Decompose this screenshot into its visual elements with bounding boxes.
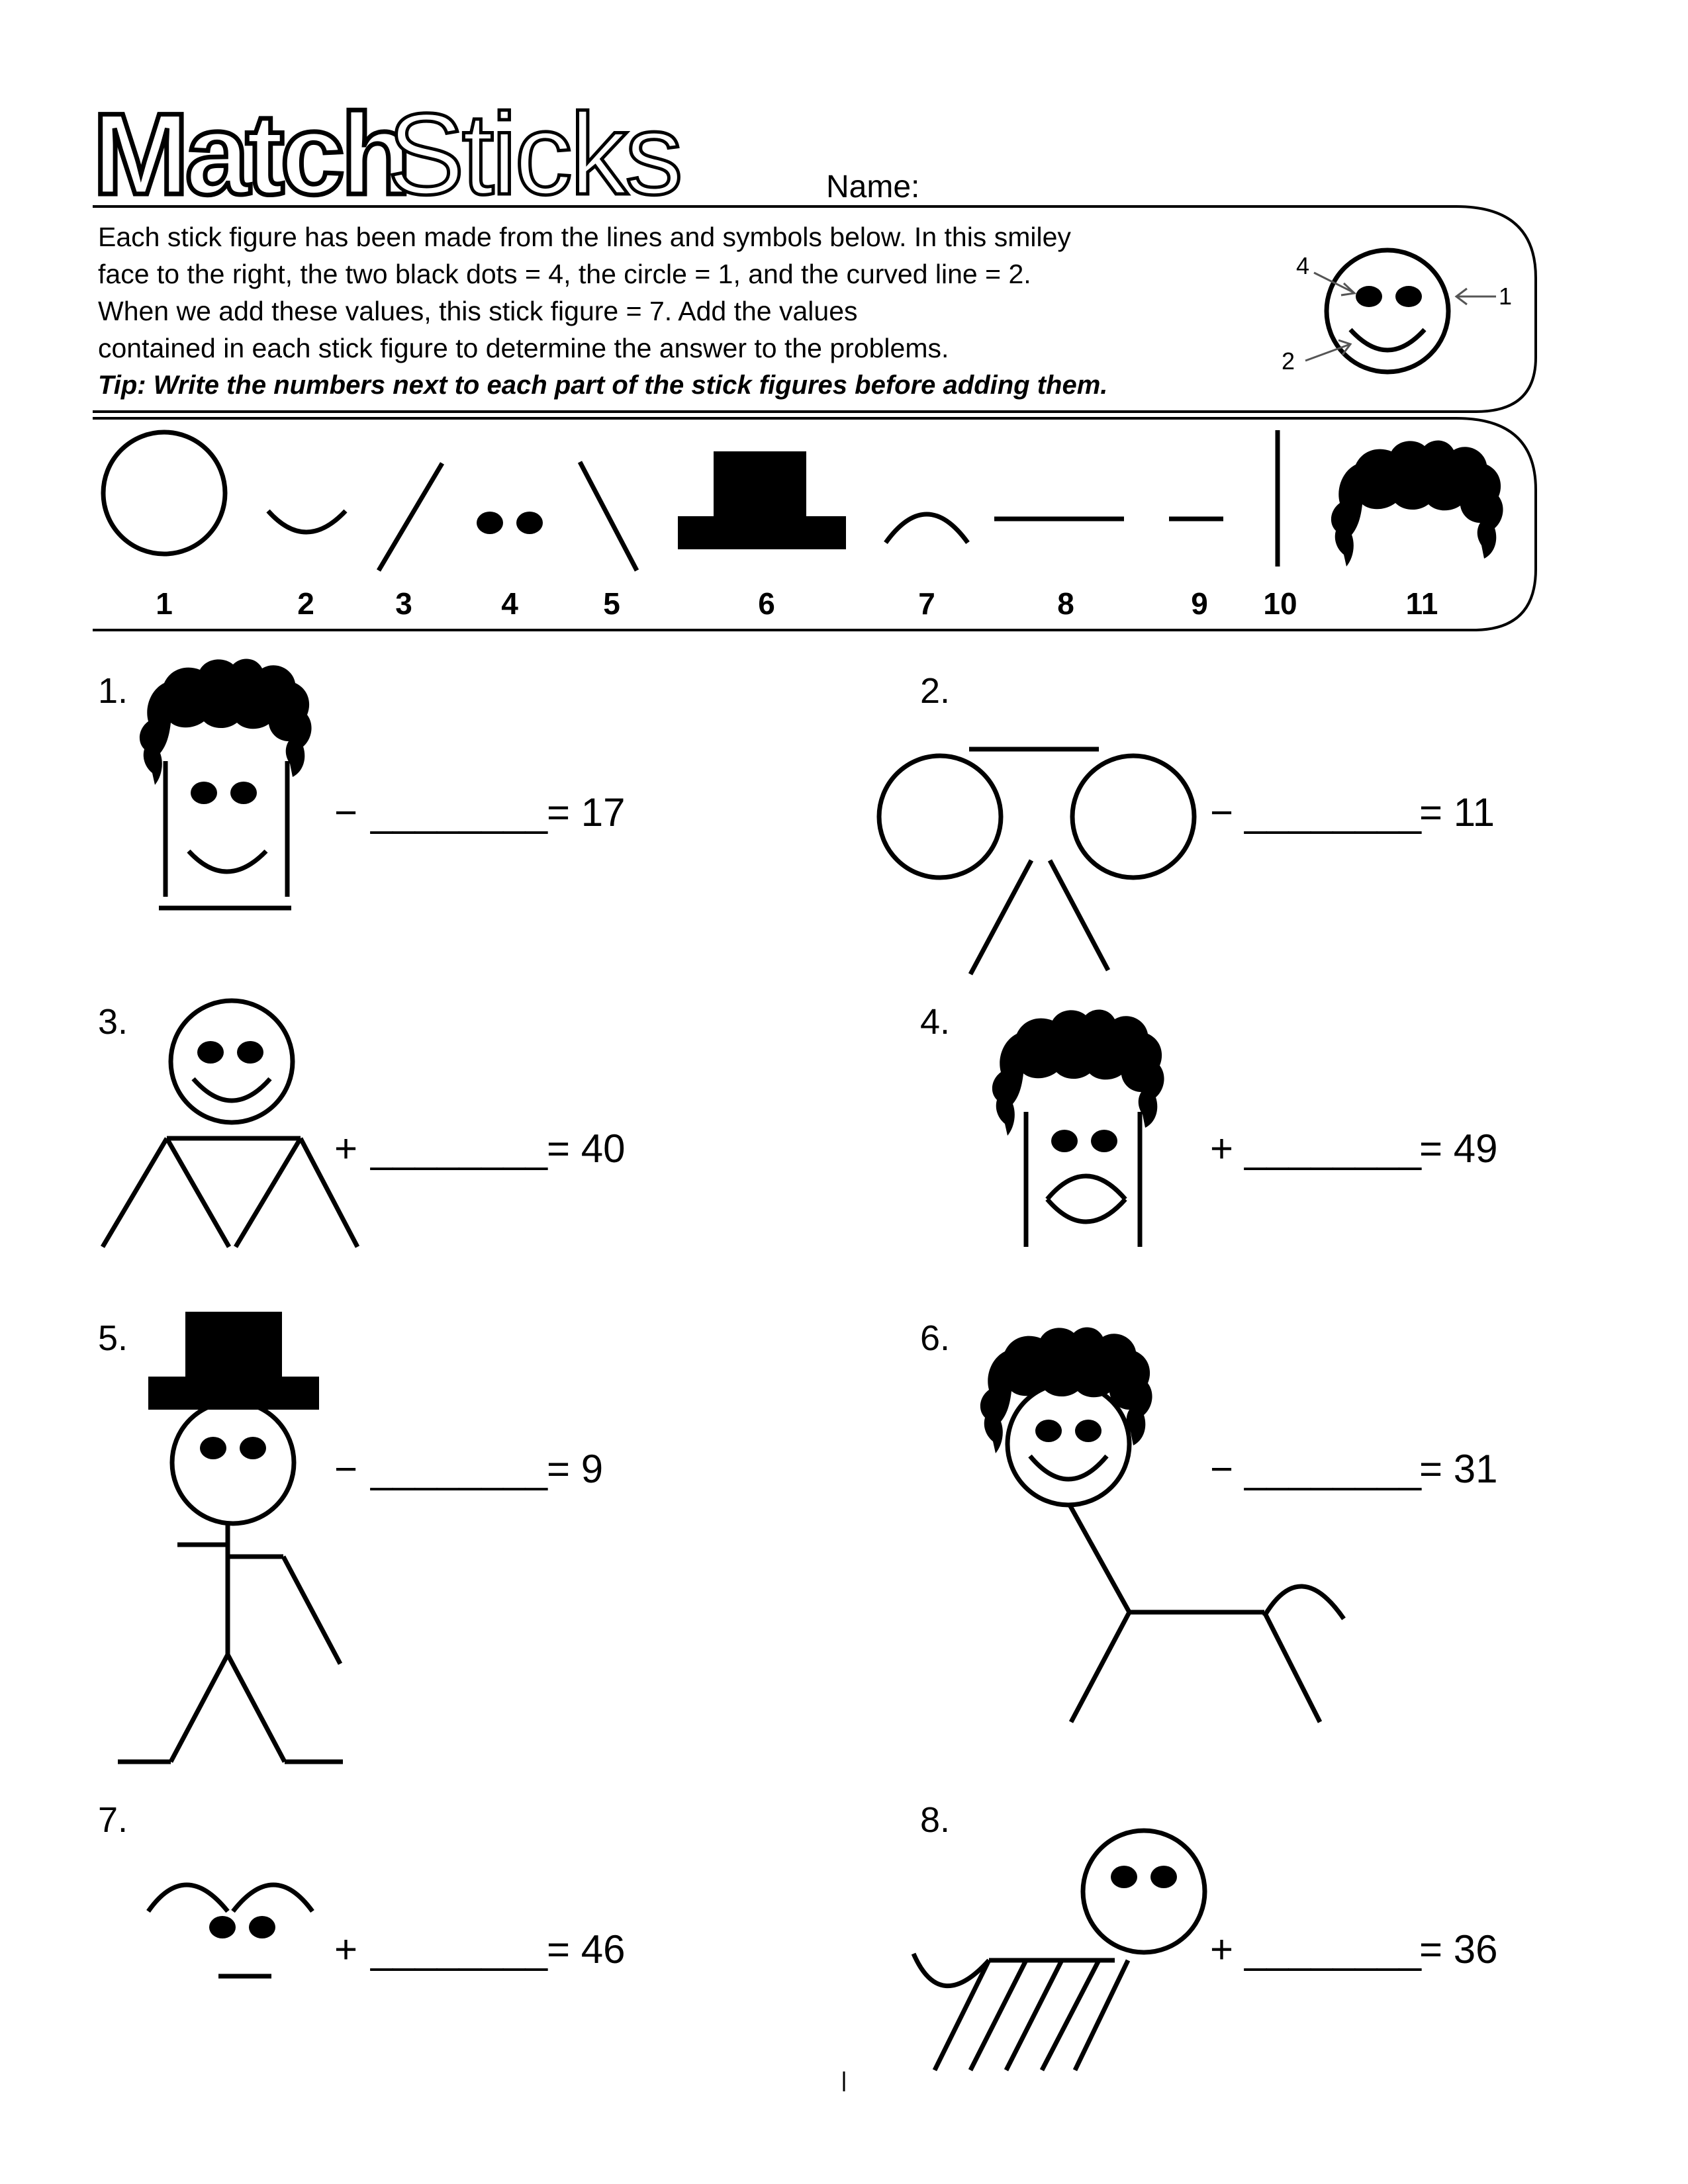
problems [98, 671, 1497, 1972]
intro-tip: Tip: Write the numbers next to each part of the stick figures before adding them. [98, 371, 1108, 400]
problem-2-equation [1210, 790, 1495, 835]
problem-5-label: 5. [98, 1318, 128, 1358]
symbol-number: 4 [501, 586, 518, 621]
problem-8-equation [1210, 1927, 1497, 1972]
symbol-1-circle-icon [103, 432, 225, 554]
operator: − [334, 790, 358, 835]
problem-7-figure [148, 1885, 312, 1976]
problem-8-figure [914, 1831, 1205, 2070]
problem-8-label: 8. [920, 1800, 951, 1840]
problem-4-label: 4. [920, 1002, 951, 1042]
symbol-key [103, 430, 1503, 570]
answer-blank[interactable]: ________ [1244, 1927, 1421, 1972]
problem-1-label: 1. [98, 671, 128, 711]
problem-1-equation [334, 790, 625, 835]
example-smiley-figure [1282, 250, 1512, 375]
intro-line: contained in each stick figure to determine the answer to the problems. [98, 333, 949, 363]
symbol-number: 7 [918, 586, 935, 621]
symbol-number: 9 [1191, 586, 1208, 621]
symbol-5-back-slash-line-icon [580, 462, 637, 570]
answer-blank[interactable]: ________ [371, 1447, 547, 1491]
problem-4-equation [1210, 1126, 1497, 1171]
problem-1-figure [140, 659, 312, 908]
symbol-7-frown-curve-icon [886, 514, 968, 543]
intro-line: Each stick figure has been made from the lines and symbols below. In this smiley [98, 222, 1071, 252]
problem-6-equation [1210, 1447, 1497, 1491]
problem-5-equation [334, 1447, 603, 1491]
result: = 49 [1419, 1126, 1498, 1171]
symbol-number: 1 [156, 586, 173, 621]
intro-text [98, 218, 1210, 404]
answer-blank[interactable]: ________ [1244, 1126, 1421, 1171]
result: = 9 [547, 1447, 604, 1491]
answer-blank[interactable]: ________ [371, 1126, 547, 1171]
problem-6-label: 6. [920, 1318, 951, 1358]
symbol-number: 3 [395, 586, 412, 621]
problem-2-figure [879, 749, 1194, 974]
problem-6-figure [980, 1327, 1344, 1722]
symbol-2-smile-curve-icon [268, 511, 346, 532]
problem-4-figure [992, 1009, 1164, 1247]
problem-2-label: 2. [920, 671, 951, 711]
callout-dots-value: 4 [1296, 252, 1310, 279]
operator: − [334, 1447, 358, 1491]
problem-3-label: 3. [98, 1002, 128, 1042]
result: = 40 [547, 1126, 626, 1171]
result: = 36 [1419, 1927, 1498, 1972]
operator: − [1210, 790, 1234, 835]
symbol-number: 6 [758, 586, 775, 621]
name-label: Name: [826, 169, 920, 205]
symbol-number: 11 [1405, 586, 1438, 621]
problem-3-figure [103, 1001, 357, 1247]
symbol-3-forward-slash-line-icon [379, 463, 442, 570]
operator: + [1210, 1126, 1234, 1171]
answer-blank[interactable]: ________ [371, 790, 547, 835]
symbol-4-two-dots-icon [477, 512, 543, 534]
operator: + [1210, 1927, 1234, 1972]
problem-3-equation [334, 1126, 625, 1171]
problem-5-figure [118, 1312, 343, 1762]
answer-blank[interactable]: ________ [1244, 1447, 1421, 1491]
result: = 31 [1419, 1447, 1498, 1491]
result: = 11 [1419, 790, 1495, 835]
operator: + [334, 1927, 358, 1972]
callout-circle-value: 1 [1499, 283, 1513, 310]
problem-7-label: 7. [98, 1800, 128, 1840]
symbol-number: 5 [603, 586, 620, 621]
symbol-number: 2 [297, 586, 314, 621]
problem-7-equation [334, 1927, 625, 1972]
title-sticks-word: Sticks [387, 90, 680, 219]
symbol-number: 10 [1263, 586, 1297, 621]
result: = 17 [547, 790, 626, 835]
operator: + [334, 1126, 358, 1171]
symbol-numbers [156, 586, 1438, 621]
result: = 46 [547, 1927, 626, 1972]
operator: − [1210, 1447, 1234, 1491]
intro-line: face to the right, the two black dots = 4, the circle = 1, and the curved line = 2. [98, 259, 1031, 289]
symbol-11-hair-icon [1331, 440, 1503, 567]
title-match-word: Match [93, 90, 408, 219]
symbol-6-top-hat-icon [678, 451, 846, 549]
symbol-number: 8 [1057, 586, 1074, 621]
answer-blank[interactable]: ________ [371, 1927, 547, 1972]
intro-line: When we add these values, this stick figure = 7. Add the values [98, 296, 858, 326]
callout-smile-value: 2 [1282, 347, 1295, 375]
answer-blank[interactable]: ________ [1244, 790, 1421, 835]
